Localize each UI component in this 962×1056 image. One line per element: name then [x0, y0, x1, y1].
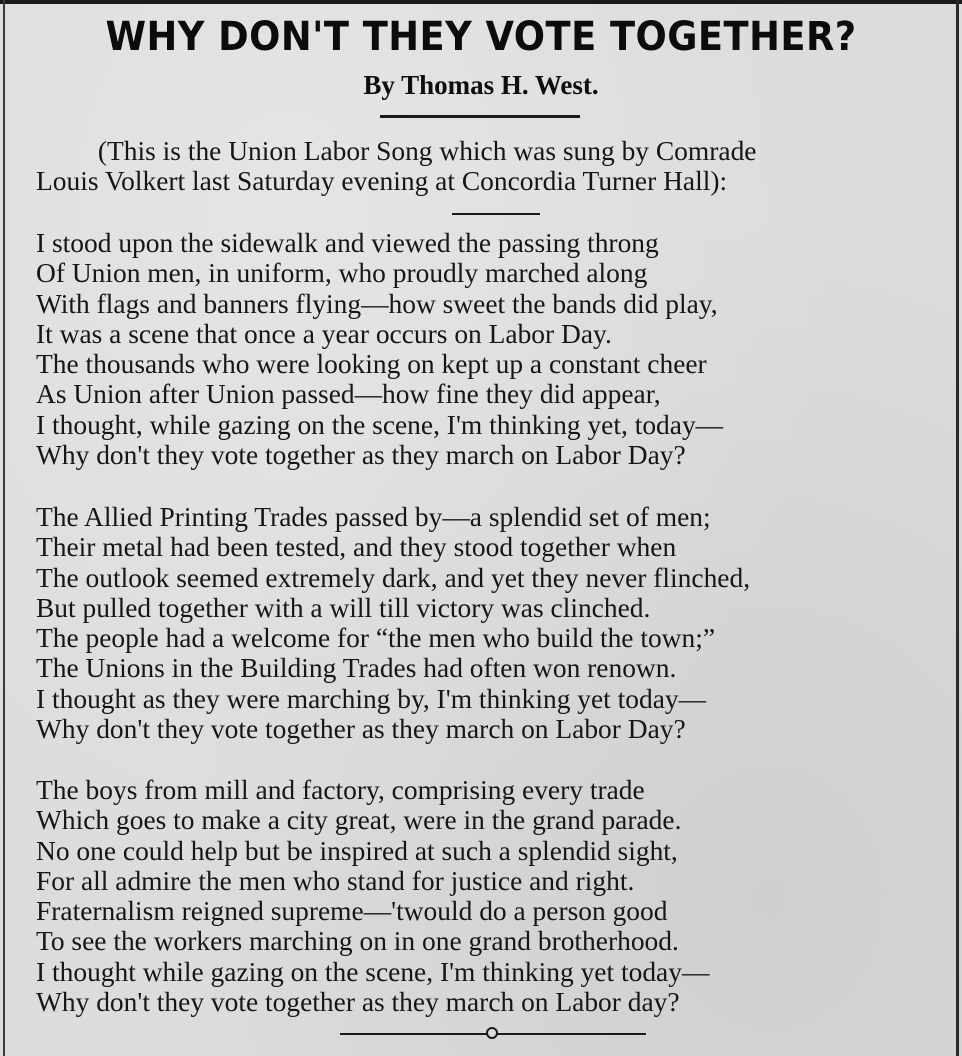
verse-line: The boys from mill and factory, comprising every trade: [36, 774, 645, 805]
intro-note: [36, 136, 960, 196]
verse-line: Which goes to make a city great, were in the grand parade.: [36, 804, 682, 836]
verse-line: For all admire the men who stand for justice and right.: [36, 864, 635, 896]
verse-line: I thought while gazing on the scene, I'm thinking yet today—: [36, 955, 710, 987]
verse-line: No one could help but be inspired at such a splendid sight,: [36, 834, 678, 866]
end-ornament-circle: [486, 1027, 498, 1039]
article-title: WHY DON'T THEY VOTE TOGETHER?: [105, 14, 857, 60]
verse-line: Why don't they vote together as they march on Labor day?: [36, 986, 680, 1018]
stanza-2: [36, 502, 960, 744]
verse-line: To see the workers marching on in one grand brotherhood.: [36, 925, 679, 957]
verse-line: The people had a welcome for “the men who build the town;”: [36, 622, 716, 654]
verse-line: I thought, while gazing on the scene, I'm thinking yet, today—: [36, 408, 724, 440]
verse-line: The Unions in the Building Trades had often won renown.: [36, 652, 677, 684]
verse-line: Of Union men, in uniform, who proudly marched along: [36, 257, 648, 289]
verse-line: It was a scene that once a year occurs on Labor Day.: [36, 317, 612, 349]
verse-line: Why don't they vote together as they march on Labor Day?: [36, 439, 686, 471]
verse-line: The Allied Printing Trades passed by—a splendid set of men;: [36, 501, 711, 532]
byline-divider: [380, 115, 580, 118]
stanza-3: [36, 775, 960, 1017]
verse-line: I thought as they were marching by, I'm thinking yet today—: [36, 682, 707, 714]
verse-line: The outlook seemed extremely dark, and yet they never flinched,: [36, 561, 751, 593]
verse-line: The thousands who were looking on kept up a constant cheer: [36, 348, 707, 380]
stanza-1: [36, 228, 960, 470]
verse-line: As Union after Union passed—how fine they did appear,: [36, 378, 661, 410]
left-column-rule: [3, 0, 5, 1056]
verse-line: Fraternalism reigned supreme—'twould do a person good: [36, 895, 668, 927]
verse-line: I stood upon the sidewalk and viewed the passing throng: [36, 227, 659, 258]
verse-line: Why don't they vote together as they march on Labor Day?: [36, 713, 686, 745]
intro-line: Louis Volkert last Saturday evening at Concordia Turner Hall):: [36, 165, 728, 196]
top-border-rule: [0, 0, 962, 4]
article-byline: By Thomas H. West.: [363, 70, 599, 100]
intro-divider: [452, 213, 540, 215]
verse-line: But pulled together with a will till victory was clinched.: [36, 591, 651, 623]
verse-line: With flags and banners flying—how sweet the bands did play,: [36, 287, 718, 319]
intro-line: (This is the Union Labor Song which was sung by Comrade: [97, 135, 757, 166]
verse-line: Their metal had been tested, and they stood together when: [36, 531, 677, 563]
